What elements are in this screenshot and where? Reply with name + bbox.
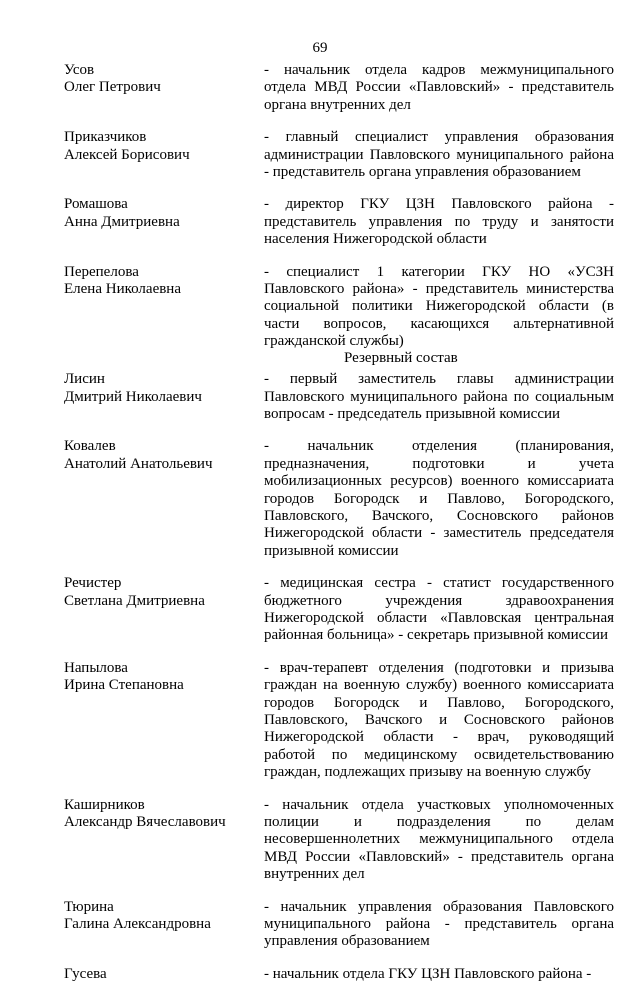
member-entry [64,62,614,114]
member-entry [64,966,614,983]
position-line: внутренних дел [264,866,365,883]
member-given-names: Олег Петрович [64,79,161,96]
position-line: - начальник отдела кадров межмуниципального [264,62,614,78]
member-surname: Каширников [64,796,145,813]
member-position [264,966,614,983]
position-line: Павловского, Вачского, Сосновского районов [264,507,614,524]
position-line: бюджетного учреждения здравоохранения [264,592,614,609]
member-given-names: Анна Дмитриевна [64,213,180,230]
member-surname: Ковалев [64,438,116,455]
member-name [64,196,264,248]
member-surname: Тюрина [64,898,114,915]
position-line: Нижегородской области - заместитель председателя [264,525,614,542]
member-position [264,264,614,351]
member-position [264,371,614,423]
member-entry [64,264,614,351]
member-entry [64,438,614,560]
position-line: отдела МВД России «Павловский» - представитель [264,79,614,96]
member-position [264,575,614,645]
position-line: мобилизационных ресурсов) военного комиссариата [264,473,614,490]
position-line: полиции и подразделения по делам [264,814,614,831]
member-position [264,62,614,114]
position-line: районная больница» - секретарь призывной комиссии [264,627,609,644]
member-surname: Приказчиков [64,129,147,146]
position-line: Павловского муниципального района по социальным [264,388,614,405]
position-line: - первый заместитель главы администрации [264,371,614,388]
member-entry [64,899,614,951]
member-surname: Перепелова [64,263,139,280]
member-entry [64,129,614,181]
position-line: гражданской службы) [264,333,404,350]
position-line: управления образованием [264,933,430,950]
position-line: - начальник управления образования Павловского [264,898,614,915]
position-line: - директор ГКУ ЦЗН Павловского района - [264,196,614,213]
position-line: МВД России «Павловский» - представитель органа [264,848,614,865]
member-name [64,575,264,645]
position-line: - начальник отдела ГКУ ЦЗН Павловского района - [264,965,592,982]
member-given-names: Анатолий Анатольевич [64,455,213,472]
member-given-names: Алексей Борисович [64,146,190,163]
position-line: Нижегородской области - врач, руководящий [264,729,614,746]
member-entry [64,660,614,782]
member-name [64,62,264,114]
position-line: - врач-терапевт отделения (подготовки и призыва [264,659,614,676]
position-line: Нижегородской области «Павловская центральная [264,609,614,626]
member-entry [64,196,614,248]
member-name [64,438,264,560]
member-given-names: Елена Николаевна [64,281,181,298]
position-line: Павловского, Вачского и Сосновского районов [264,712,614,728]
member-given-names: Светлана Дмитриевна [64,592,205,609]
page-number: 69 [312,40,328,56]
member-entry [64,575,614,645]
member-name [64,264,264,351]
position-line: представитель управления по труду и занятости [264,213,614,230]
position-line: работой по медицинскому освидетельствованию [264,746,614,763]
position-line: вопросам - председатель призывной комиссии [264,405,561,422]
position-line: населения Нижегородской области [264,231,487,248]
member-entry [64,371,614,423]
position-line: предназначения, подготовки и учета [264,455,614,472]
position-line: - представитель органа управления образованием [264,164,581,181]
position-line: призывной комиссии [264,542,399,559]
reserve-members-list [64,371,614,983]
position-line: администрации Павловского муниципального района [264,146,614,163]
member-surname: Лисин [64,371,105,388]
member-surname: Напылова [64,659,128,676]
member-position [264,129,614,181]
member-name [64,797,264,884]
member-surname: Усов [64,62,95,78]
member-position [264,899,614,951]
member-position [264,797,614,884]
position-line: - главный специалист управления образования [264,129,614,146]
member-entry [64,797,614,884]
member-position [264,438,614,560]
member-name [64,899,264,951]
main-members-list [64,62,614,351]
position-line: граждан на военную службу) военного комиссариата [264,677,614,694]
position-line: муниципального района - представитель органа [264,916,614,933]
position-line: граждан, подлежащих призыву на военную службу [264,764,592,781]
position-line: - начальник отдела участковых уполномоченных [264,796,614,813]
member-name [64,966,264,983]
member-name [64,660,264,782]
position-line: - начальник отделения (планирования, [264,438,614,455]
position-line: городов Богородск и Павлово, Богородского, [264,490,614,507]
commission-list [64,62,614,998]
position-line: - медицинская сестра - статист государственного [264,575,614,592]
position-line: органа внутренних дел [264,96,411,113]
position-line: - специалист 1 категории ГКУ НО «УСЗН [264,263,614,280]
position-line: городов Богородск и Павлово, Богородского, [264,694,614,711]
member-given-names: Галина Александровна [64,916,211,933]
member-surname: Речистер [64,575,122,592]
member-given-names: Дмитрий Николаевич [64,388,202,405]
member-given-names: Александр Вячеславович [64,814,226,831]
member-position [264,660,614,782]
member-name [64,129,264,181]
position-line: Павловского района» - представитель министерства [264,281,614,298]
member-name [64,371,264,423]
member-surname: Гусева [64,965,107,982]
position-line: социальной политики Нижегородской области (в [264,298,614,315]
position-line: несовершеннолетних межмуниципального отдела [264,831,614,848]
position-line: части вопросов, касающихся альтернативной [264,315,614,332]
member-surname: Ромашова [64,196,128,213]
member-given-names: Ирина Степановна [64,677,184,694]
member-position [264,196,614,248]
reserve-heading: Резервный состав [344,349,458,366]
